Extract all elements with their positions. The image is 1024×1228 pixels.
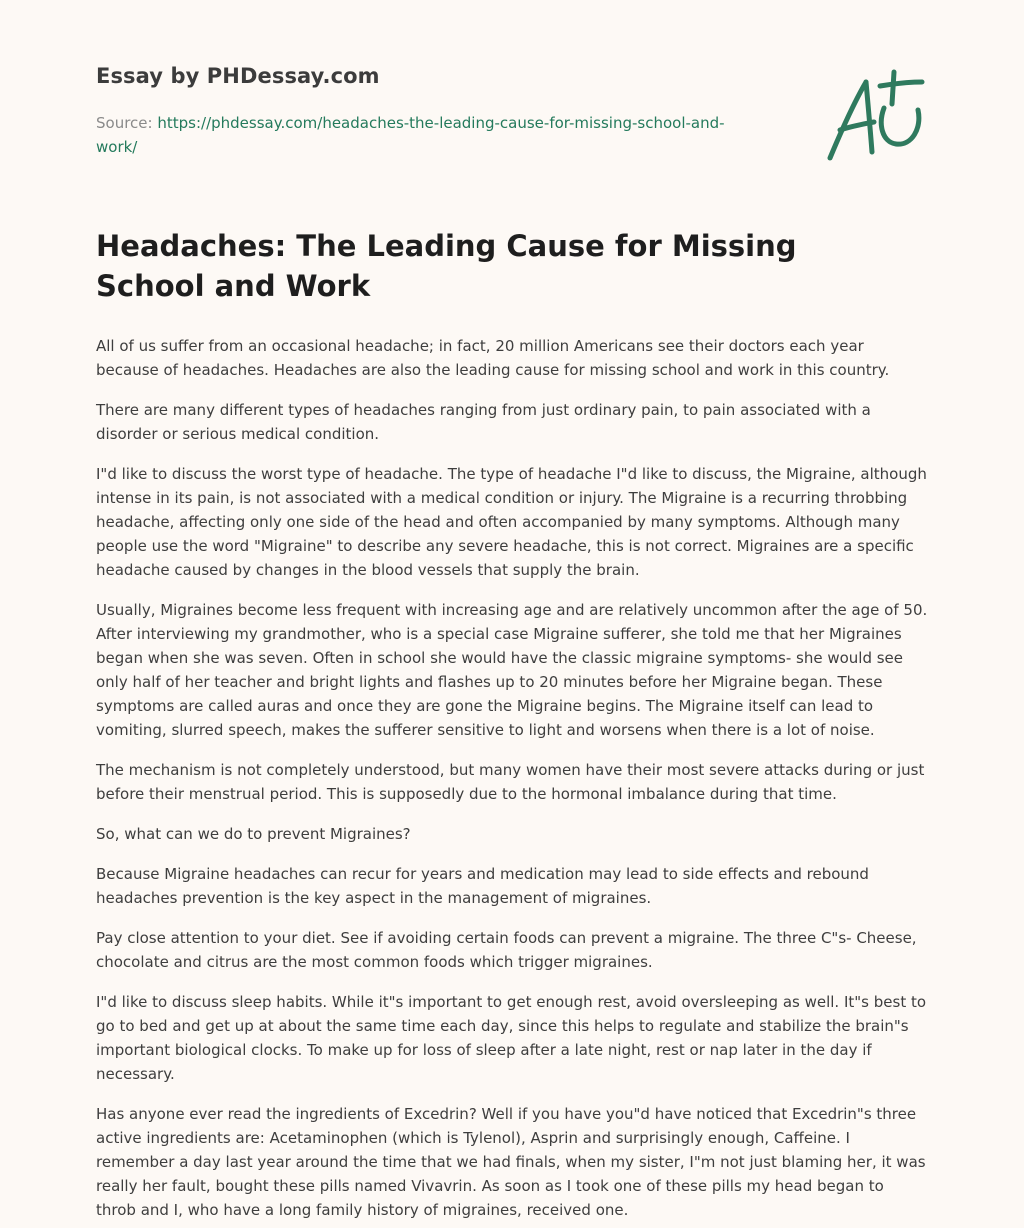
article	[96, 226, 928, 1222]
source-link[interactable]: https://phdessay.com/headaches-the-leading-cause-for-missing-school-and-work/	[96, 114, 725, 156]
article-paragraph: The mechanism is not completely understood, but many women have their most severe attacks during or just before their menstrual period. This is supposedly due to the hormonal imbalance during that time.	[96, 761, 925, 803]
article-paragraph: There are many different types of headaches ranging from just ordinary pain, to pain associated with a disorder or serious medical condition.	[96, 401, 871, 443]
article-title: Headaches: The Leading Cause for Missing School and Work	[96, 229, 797, 303]
article-paragraph: So, what can we do to prevent Migraines?	[96, 825, 411, 843]
article-paragraph: Pay close attention to your diet. See if avoiding certain foods can prevent a migraine. The three C"s- Cheese, chocolate and citrus are the most common foods which trigger migraines.	[96, 929, 917, 971]
source-label: Source:	[96, 114, 153, 132]
article-paragraph: Because Migraine headaches can recur for years and medication may lead to side effects and rebound headaches prevention is the key aspect in the management of migraines.	[96, 865, 869, 907]
a-plus-logo-icon	[822, 66, 928, 166]
site-brand: Essay by PHDessay.com	[96, 64, 380, 88]
article-paragraph: Has anyone ever read the ingredients of Excedrin? Well if you have you"d have noticed that Excedrin"s three active ingredients are: Acetaminophen (which is Tylenol), Asprin and surprisingly enough, Caffeine. I remember a day last year around the time that we had finals, when my sister, I"m not just blaming her, it was really her fault, bought these pills named Vivavrin. As soon as I took one of these pills my head began to throb and I, who have a long family history of migraines, received one.	[96, 1105, 926, 1219]
article-paragraph: I"d like to discuss sleep habits. While it"s important to get enough rest, avoid oversleeping as well. It"s best to go to bed and get up at about the same time each day, since this helps to regulate and stabilize the brain"s important biological clocks. To make up for loss of sleep after a late night, rest or nap later in the day if necessary.	[96, 993, 927, 1083]
source-line	[96, 111, 736, 159]
article-paragraph: Usually, Migraines become less frequent with increasing age and are relatively uncommon after the age of 50. After interviewing my grandmother, who is a special case Migraine sufferer, she told me that her Migraines began when she was seven. Often in school she would have the classic migraine symptoms- she would see only half of her teacher and bright lights and flashes up to 20 minutes before her Migraine began. These symptoms are called auras and once they are gone the Migraine begins. The Migraine itself can lead to vomiting, slurred speech, makes the sufferer sensitive to light and worsens when there is a lot of noise.	[96, 601, 928, 739]
article-paragraph: I"d like to discuss the worst type of headache. The type of headache I"d like to discuss, the Migraine, although intense in its pain, is not associated with a medical condition or injury. The Migraine is a recurring throbbing headache, affecting only one side of the head and often accompanied by many symptoms. Although many people use the word "Migraine" to describe any severe headache, this is not correct. Migraines are a specific headache caused by changes in the blood vessels that supply the brain.	[96, 465, 927, 579]
article-paragraph: All of us suffer from an occasional headache; in fact, 20 million Americans see their doctors each year because of headaches. Headaches are also the leading cause for missing school and work in this country.	[96, 337, 890, 379]
site-header	[96, 0, 928, 196]
